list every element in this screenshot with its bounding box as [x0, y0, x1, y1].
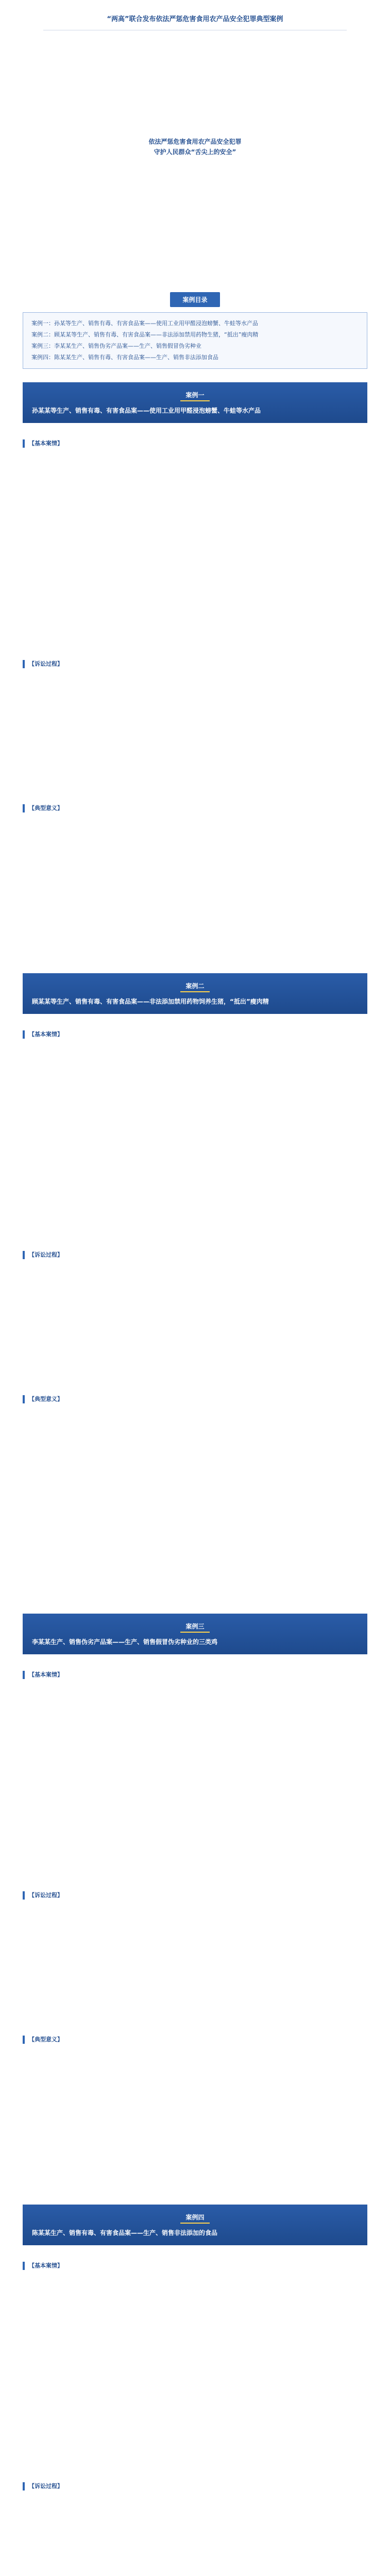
toc-item: 案例四：陈某某生产、销售有毒、有害食品案——生产、销售非法添加食品	[31, 354, 218, 361]
case-banner	[23, 382, 367, 423]
section-heading-facts: 【基本案情】	[23, 2262, 63, 2270]
intro-paragraph	[23, 162, 367, 230]
case-paragraph	[23, 2123, 367, 2191]
intro-paragraph	[23, 87, 367, 132]
case-paragraph	[23, 1483, 367, 1551]
toc-box	[23, 312, 367, 369]
case-paragraph	[23, 2327, 367, 2372]
case-paragraph	[23, 1907, 367, 1975]
case-paragraph	[23, 1835, 367, 1880]
case-paragraph	[23, 1686, 367, 1732]
case-paragraph	[23, 2376, 367, 2421]
case-paragraph	[23, 1266, 367, 1334]
case-paragraph	[23, 2570, 367, 2576]
case-headline: 李某某生产、销售伪劣产品案——生产、销售假冒伪劣种业的三类鸡	[32, 1638, 218, 1646]
case-paragraph	[23, 603, 367, 649]
case-headline: 顾某某等生产、销售有毒、有害食品案——非法添加禁用药物饲养生猪，“抵出”瘦肉精	[32, 998, 269, 1005]
case-paragraph	[23, 675, 367, 743]
intro-subheading: 守护人民群众“舌尖上的安全”	[154, 148, 236, 156]
section-heading-meaning: 【典型意义】	[23, 804, 63, 812]
case-paragraph	[23, 748, 367, 793]
section-heading-process: 【诉讼过程】	[23, 2482, 63, 2490]
case-headline: 孙某某等生产、销售有毒、有害食品案——使用工业用甲醛浸泡螃蟹、牛蛙等水产品	[32, 407, 261, 414]
case-paragraph	[23, 1194, 367, 1240]
case-paragraph	[23, 1411, 367, 1479]
article-title: “两高”联合发布依法严惩危害食用农产品安全犯罪典型案例	[107, 15, 283, 23]
case-tag: 案例四	[180, 2213, 209, 2224]
toc-item: 案例一：孙某等生产、销售有毒、有害食品案——使用工业用甲醛浸泡螃蟹、牛蛙等水产品	[31, 320, 258, 327]
case-paragraph	[23, 892, 367, 960]
case-tag: 案例二	[180, 981, 209, 992]
case-paragraph	[23, 1338, 367, 1384]
section-heading-facts: 【基本案情】	[23, 439, 63, 448]
case-paragraph	[23, 1979, 367, 2024]
case-paragraph	[23, 504, 367, 550]
case-paragraph	[23, 1046, 367, 1091]
intro-paragraph	[23, 234, 367, 280]
case-banner	[23, 973, 367, 1014]
case-paragraph	[23, 820, 367, 888]
section-heading-meaning: 【典型意义】	[23, 1395, 63, 1403]
case-banner	[23, 1614, 367, 1654]
toc-title: 案例目录	[170, 292, 219, 307]
section-heading-facts: 【基本案情】	[23, 1030, 63, 1039]
case-paragraph	[23, 1555, 367, 1600]
section-heading-process: 【诉讼过程】	[23, 660, 63, 668]
toc-heading-wrap	[23, 292, 367, 307]
case-paragraph	[23, 554, 367, 599]
toc-item: 案例二：顾某某等生产、销售有毒、有害食品案——非法添加禁用药物生猪，“抵出”瘦肉精	[31, 331, 259, 338]
section-heading-process: 【诉讼过程】	[23, 1251, 63, 1259]
case-paragraph	[23, 2277, 367, 2323]
case-paragraph	[23, 2051, 367, 2119]
section-heading-meaning: 【典型意义】	[23, 2036, 63, 2044]
case-paragraph	[23, 2426, 367, 2471]
section-heading-facts: 【基本案情】	[23, 1671, 63, 1679]
intro-subheading: 依法严惩危害食用农产品安全犯罪	[148, 138, 242, 145]
case-tag: 案例一	[180, 391, 209, 401]
case-headline: 陈某某生产、销售有毒、有害食品案——生产、销售非法添加的食品	[32, 2229, 218, 2236]
intro-paragraph	[23, 38, 367, 83]
case-paragraph	[23, 1785, 367, 1831]
case-paragraph	[23, 2498, 367, 2566]
case-paragraph	[23, 1736, 367, 1781]
case-banner	[23, 2205, 367, 2245]
toc-item: 案例三：李某某生产、销售伪劣产品案——生产、销售假冒伪劣种业	[31, 343, 201, 349]
case-paragraph	[23, 1145, 367, 1190]
case-paragraph	[23, 455, 367, 500]
case-tag: 案例三	[180, 1622, 209, 1633]
case-paragraph	[23, 1095, 367, 1141]
section-heading-process: 【诉讼过程】	[23, 1891, 63, 1900]
